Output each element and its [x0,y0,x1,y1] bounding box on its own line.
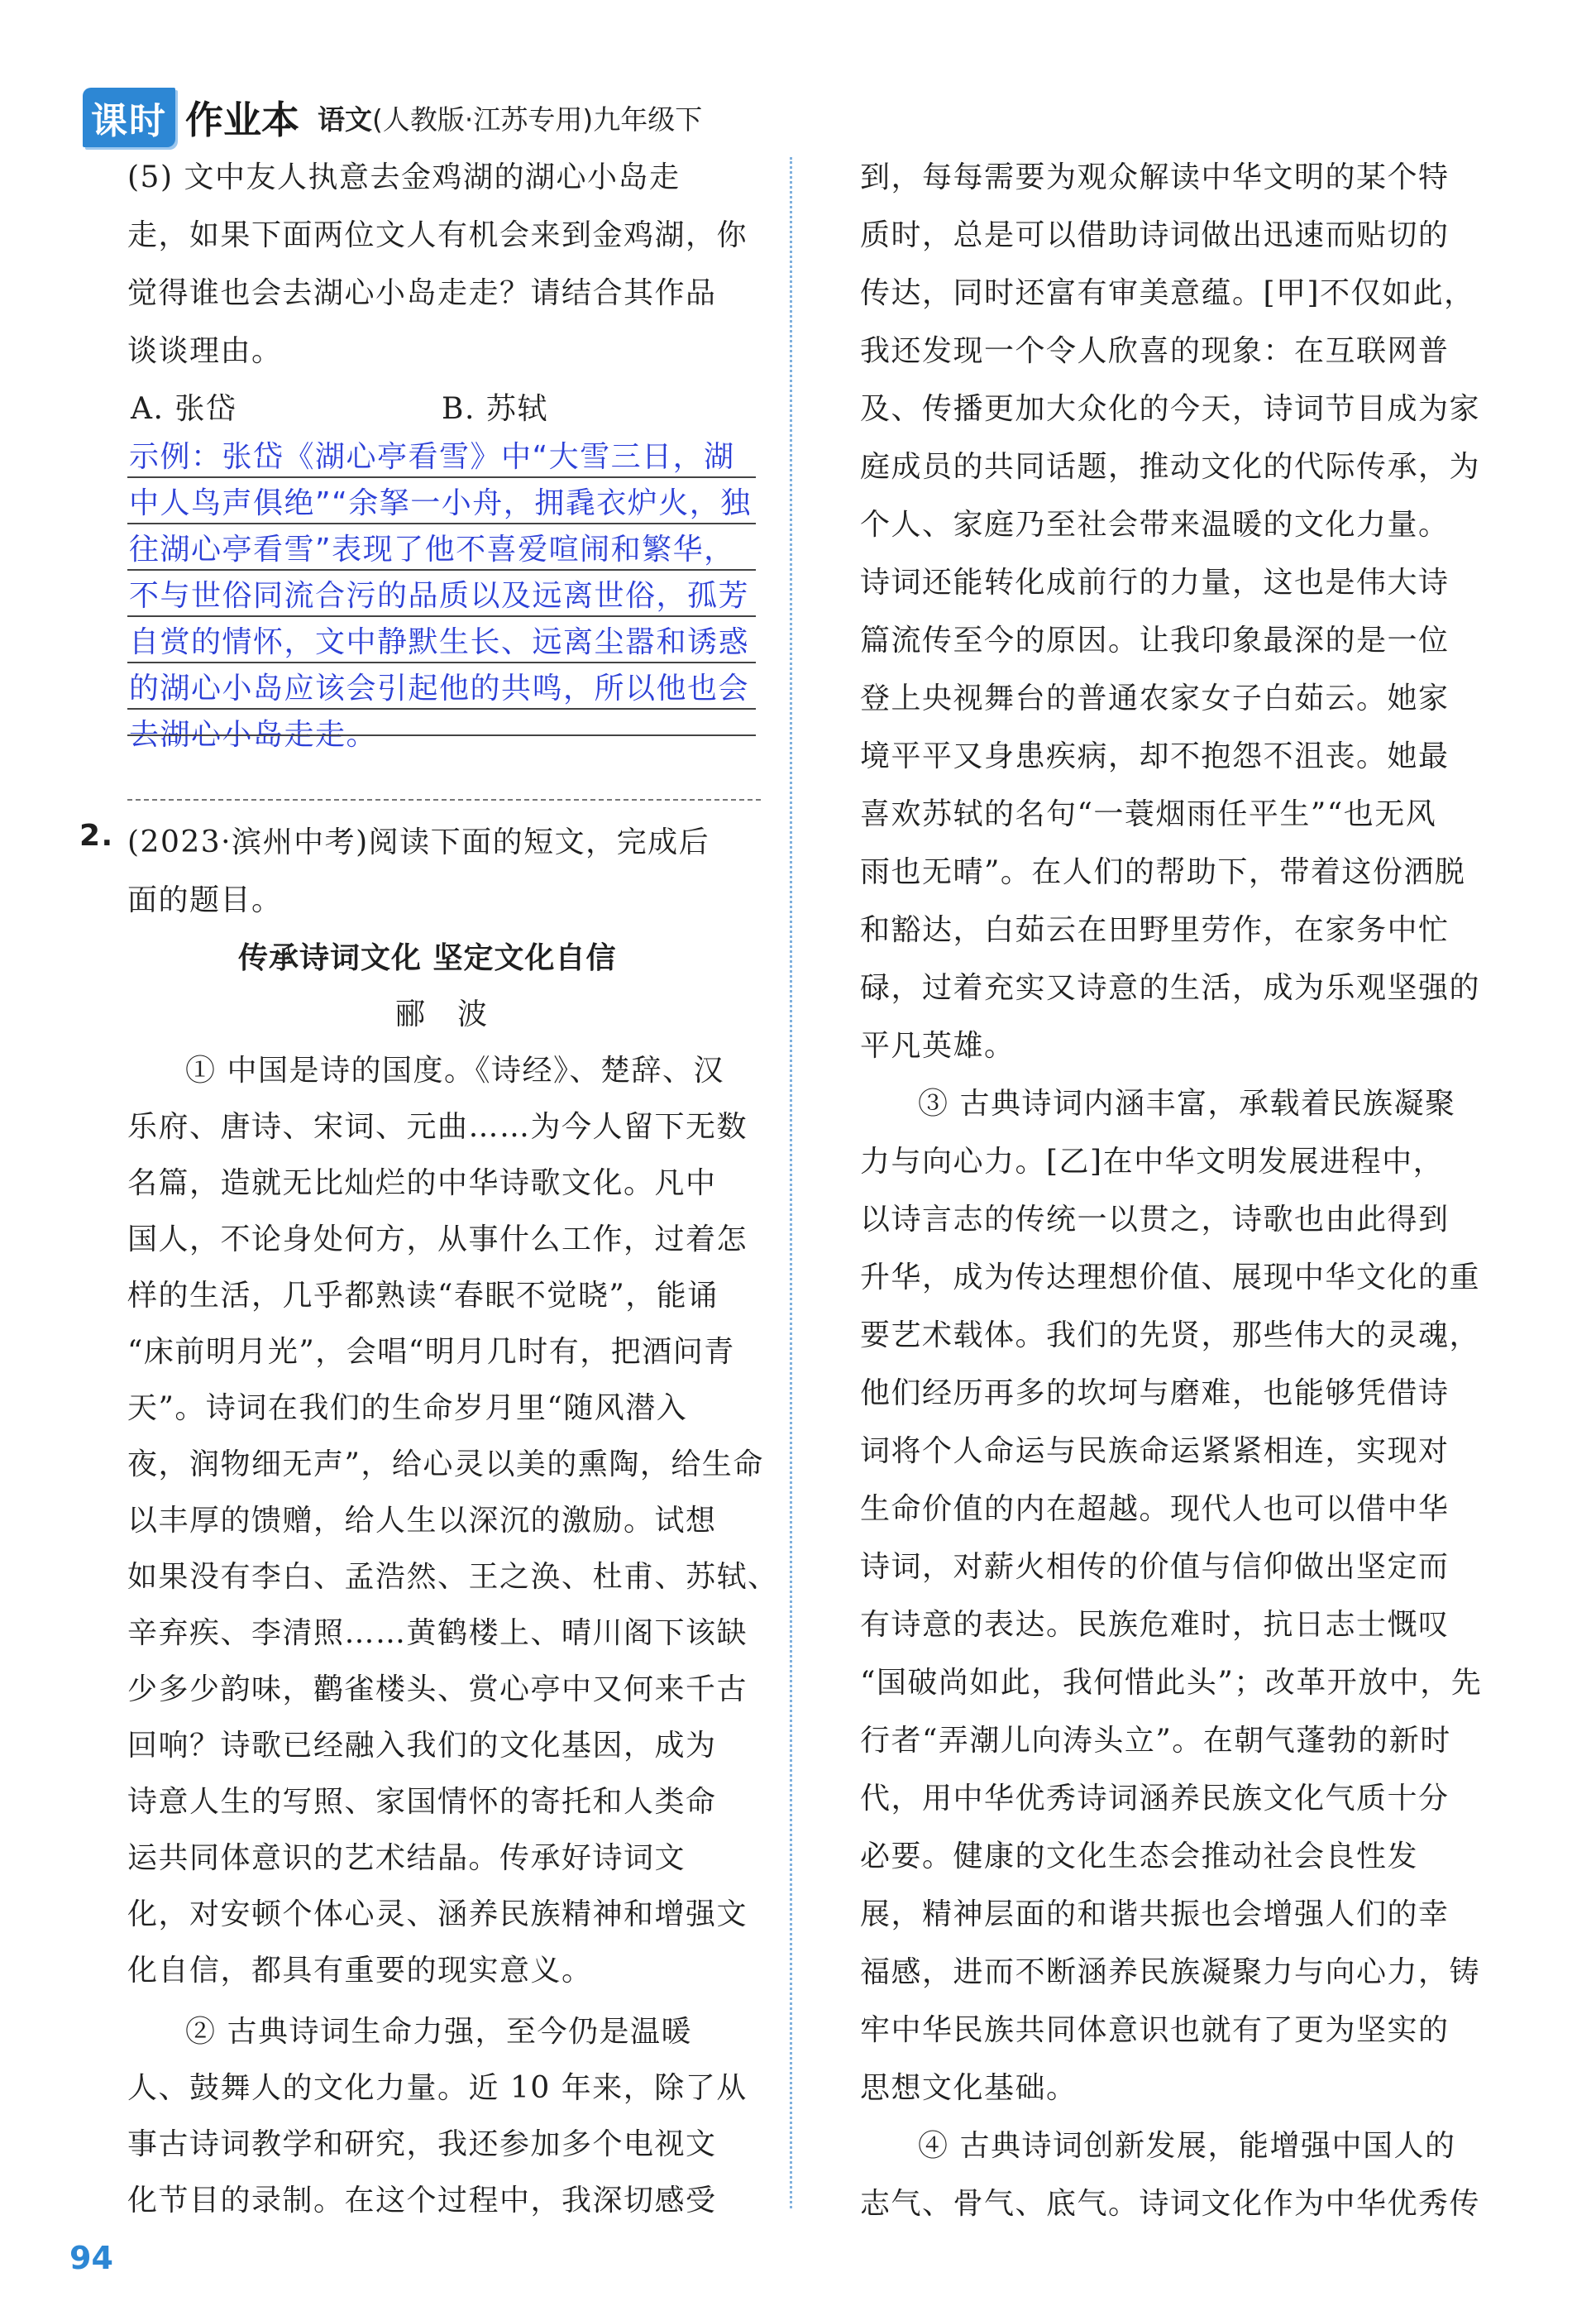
para-line: 夜，润物细无声”，给心灵以美的熏陶，给生命 [127,1447,764,1481]
para-line: 以诗言志的传统一以贯之，诗歌也由此得到 [860,1203,1450,1237]
para-line: 如果没有李白、孟浩然、王之涣、杜甫、苏轼、 [127,1560,779,1594]
answer-line: 不与世俗同流合污的品质以及远离世俗，孤芳 [129,579,750,613]
answer-line: 中人鸟声俱绝”“余拏一小舟，拥毳衣炉火，独 [129,486,752,520]
para-line: 传达，同时还富有审美意蕴。[甲]不仅如此， [860,276,1475,310]
para-line: 少多少韵味，鹳雀楼头、赏心亭中又何来千古 [127,1672,748,1706]
column-divider [790,157,792,2208]
para-line: 和豁达，白茹云在田野里劳作，在家务中忙 [860,913,1450,947]
para-line: 志气、骨气、底气。诗词文化作为中华优秀传 [860,2187,1481,2221]
para-line: ② 古典诗词生命力强，至今仍是温暖 [185,2015,692,2049]
para-line: 名篇，造就无比灿烂的中华诗歌文化。凡中 [127,1166,717,1200]
para-line: 福感，进而不断涵养民族凝聚力与向心力，铸 [860,1955,1481,1989]
page-header [83,86,702,149]
question-number: 2. [79,819,114,853]
para-line: 以丰厚的馈赠，给人生以深沉的激励。试想 [127,1504,717,1538]
para-line: 牢中华民族共同体意识也就有了更为坚实的 [860,2013,1450,2047]
para-line: 有诗意的表达。民族危难时，抗日志士慨叹 [860,1608,1450,1642]
para-line: 事古诗词教学和研究，我还参加多个电视文 [127,2127,717,2161]
para-line: 登上央视舞台的普通农家女子白茹云。她家 [860,682,1450,715]
para-line: 化自信，都具有重要的现实意义。 [127,1954,593,1988]
book-subtitle [318,98,702,137]
para-line: 人、鼓舞人的文化力量。近 10 年来，除了从 [127,2071,748,2105]
para-line: 代，用中华优秀诗词涵养民族文化气质十分 [860,1782,1450,1816]
edition-label: (人教版·江苏专用)九年级下 [372,103,703,136]
page-number: 94 [69,2240,113,2276]
para-line: 回响？诗歌已经融入我们的文化基因，成为 [127,1729,717,1763]
option-b: B. 苏轼 [442,392,548,426]
answer-rule [127,615,756,617]
para-line: 雨也无晴”。在人们的帮助下，带着这份洒脱 [860,855,1466,889]
q5-line: 谈谈理由。 [127,334,283,368]
answer-line: 的湖心小岛应该会引起他的共鸣，所以他也会 [129,672,750,706]
para-line: 到，每每需要为观众解读中华文明的某个特 [860,160,1450,194]
answer-rule [127,569,756,571]
logo [83,88,299,147]
answer-line: 自赏的情怀，文中静默生长、远离尘嚣和诱惑 [129,625,750,659]
para-line: 及、传播更加大众化的今天，诗词节目成为家 [860,392,1481,426]
para-line: 化，对安顿个体心灵、涵养民族精神和增强文 [127,1897,748,1931]
para-line: 必要。健康的文化生态会推动社会良性发 [860,1840,1419,1873]
logo-mark: 课时 [83,88,175,147]
article-author: 郦 波 [395,998,489,1031]
answer-line: 示例：张岱《湖心亭看雪》中“大雪三日，湖 [129,440,735,474]
answer-rule [127,734,756,736]
para-line: 喜欢苏轼的名句“一蓑烟雨任平生”“也无风 [860,797,1437,831]
para-line: 思想文化基础。 [860,2071,1078,2105]
para-line: 运共同体意识的艺术结晶。传承好诗词文 [127,1841,686,1875]
para-line: 他们经历再多的坎坷与磨难，也能够凭借诗 [860,1376,1450,1410]
para-line: 个人、家庭乃至社会带来温暖的文化力量。 [860,508,1450,542]
para-line: 生命价值的内在超越。现代人也可以借中华 [860,1492,1450,1526]
para-line: ④ 古典诗词创新发展，能增强中国人的 [918,2129,1456,2163]
answer-rule [127,662,756,663]
answer-line: 往湖心亭看雪”表现了他不喜爱喧闹和繁华， [129,533,735,567]
para-line: 国人，不论身处何方，从事什么工作，过着怎 [127,1222,748,1256]
answer-line: 去湖心小岛走走。 [129,718,378,752]
answer-rule [127,708,756,710]
para-line: 我还发现一个令人欣喜的现象：在互联网普 [860,334,1450,368]
para-line: 化节目的录制。在这个过程中，我深切感受 [127,2184,717,2217]
para-line: 境平平又身患疾病，却不抱怨不沮丧。她最 [860,739,1450,773]
para-line: 辛弃疾、李清照……黄鹤楼上、晴川阁下该缺 [127,1616,748,1650]
q5-line: 觉得谁也会去湖心小岛走走？请结合其作品 [127,276,717,310]
q5-line: 走，如果下面两位文人有机会来到金鸡湖，你 [127,218,748,252]
para-line: 要艺术载体。我们的先贤，那些伟大的灵魂， [860,1318,1481,1352]
para-line: ① 中国是诗的国度。《诗经》、楚辞、汉 [185,1054,724,1088]
para-line: 升华，成为传达理想价值、展现中华文化的重 [860,1261,1481,1294]
logo-text: 作业本 [185,98,299,142]
para-line: 诗意人生的写照、家国情怀的寄托和人类命 [127,1785,717,1819]
article-title: 传承诗词文化 坚定文化自信 [238,941,617,975]
para-line: “床前明月光”，会唱“明月几时有，把酒问青 [127,1335,735,1369]
para-line: 行者“弄潮儿向涛头立”。在朝气蓬勃的新时 [860,1724,1451,1758]
answer-rule [127,476,756,478]
q2-instruction: 面的题目。 [127,883,283,917]
para-line: 词将个人命运与民族命运紧紧相连，实现对 [860,1434,1450,1468]
answer-rule [127,523,756,524]
para-line: 展，精神层面的和谐共振也会增强人们的幸 [860,1897,1450,1931]
para-line: 样的生活，几乎都熟读“春眠不觉晓”，能诵 [127,1279,719,1313]
para-line: 力与向心力。[乙]在中华文明发展进程中， [860,1145,1445,1179]
para-line: 诗词还能转化成前行的力量，这也是伟大诗 [860,566,1450,600]
q2-instruction: (2023·滨州中考)阅读下面的短文，完成后 [127,825,710,859]
para-line: 庭成员的共同话题，推动文化的代际传承，为 [860,450,1481,484]
para-line: 碌，过着充实又诗意的生活，成为乐观坚强的 [860,971,1481,1005]
para-line: 诗词，对薪火相传的价值与信仰做出坚定而 [860,1550,1450,1584]
subject-label: 语文 [318,103,372,136]
para-line: 平凡英雄。 [860,1029,1015,1063]
section-separator [127,799,761,801]
option-a: A. 张岱 [131,392,237,426]
para-line: 天”。诗词在我们的生命岁月里“随风潜入 [127,1391,688,1425]
para-line: ③ 古典诗词内涵丰富，承载着民族凝聚 [918,1087,1456,1121]
para-line: “国破尚如此，我何惜此头”；改革开放中，先 [860,1666,1483,1700]
para-line: 乐府、唐诗、宋词、元曲……为今人留下无数 [127,1110,748,1144]
q5-line: (5) 文中友人执意去金鸡湖的湖心小岛走 [127,160,681,194]
para-line: 篇流传至今的原因。让我印象最深的是一位 [860,624,1450,658]
para-line: 质时，总是可以借助诗词做出迅速而贴切的 [860,218,1450,252]
